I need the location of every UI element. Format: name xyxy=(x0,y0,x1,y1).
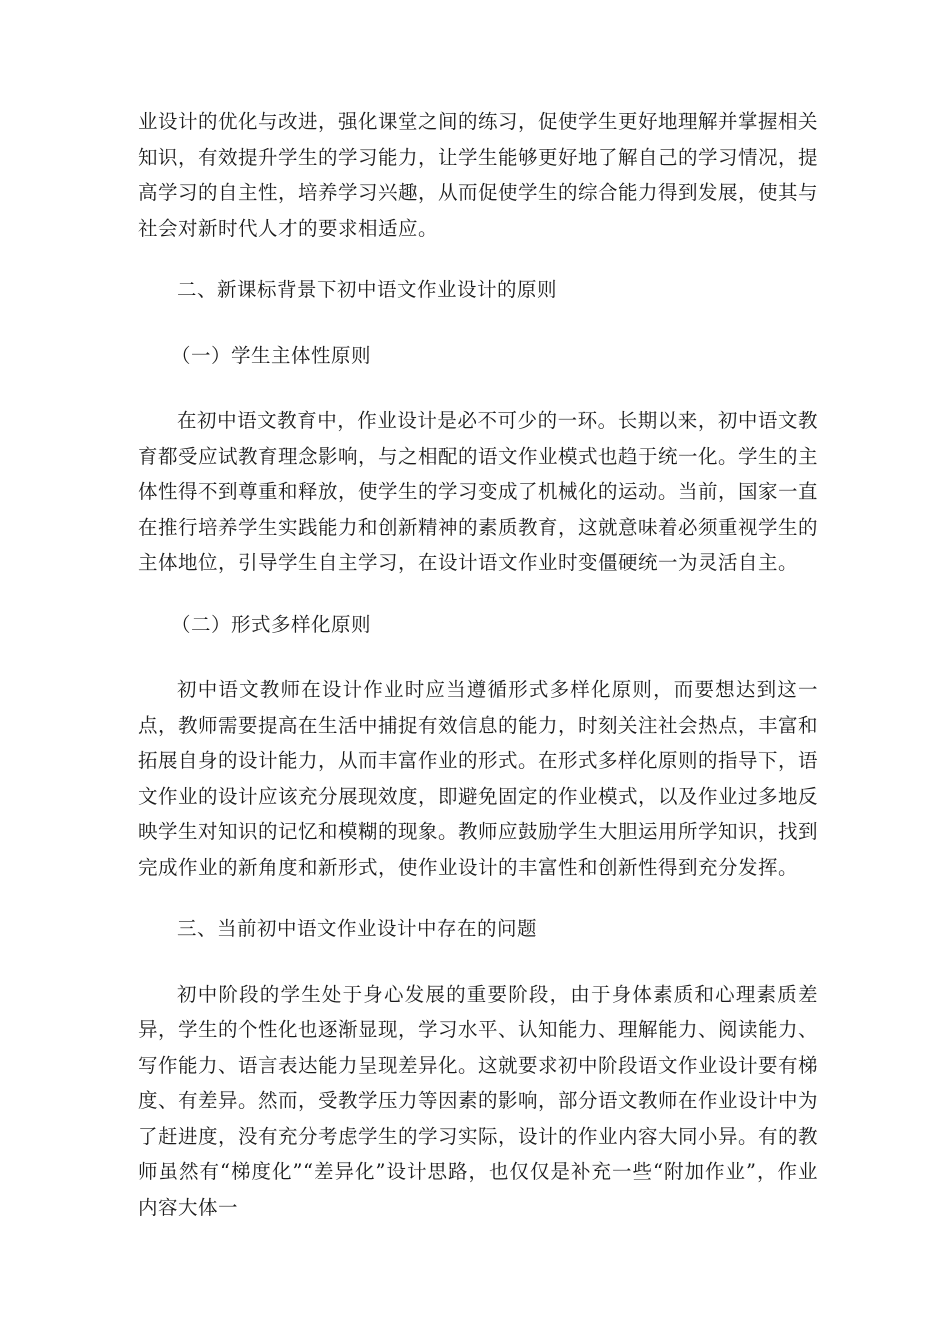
paragraph-continuation: 业设计的优化与改进，强化课堂之间的练习，促使学生更好地理解并掌握相关知识，有效提升学生的学习能力，让学生能够更好地了解自己的学习情况，提高学习的自主性，培养学习兴趣，从而促使学生的综合能力得到发展，使其与社会对新时代人才的要求相适应。 xyxy=(138,110,819,240)
document-body xyxy=(138,104,818,1225)
paragraph-student-subjectivity: 在初中语文教育中，作业设计是必不可少的一环。长期以来，初中语文教育都受应试教育理念影响，与之相配的语文作业模式也趋于统一化。学生的主体性得不到尊重和释放，使学生的学习变成了机械化的运动。当前，国家一直在推行培养学生实践能力和创新精神的素质教育，这就意味着必须重视学生的主体地位，引导学生自主学习，在设计语文作业时变僵硬统一为灵活自主。 xyxy=(138,409,819,574)
paragraph-current-problems: 初中阶段的学生处于身心发展的重要阶段，由于身体素质和心理素质差异，学生的个性化也逐渐显现，学习水平、认知能力、理解能力、阅读能力、写作能力、语言表达能力呈现差异化。这就要求初中阶段语文作业设计要有梯度、有差异。然而，受教学压力等因素的影响，部分语文教师在作业设计中为了赶进度，没有充分考虑学生的学习实际，设计的作业内容大同小异。有的教师虽然有“梯度化”“差异化”设计思路，也仅仅是补充一些“附加作业”，作业内容大体一 xyxy=(138,982,819,1219)
paragraph-diverse-forms: 初中语文教师在设计作业时应当遵循形式多样化原则，而要想达到这一点，教师需要提高在生活中捕捉有效信息的能力，时刻关注社会热点，丰富和拓展自身的设计能力，从而丰富作业的形式。在形式多样化原则的指导下，语文作业的设计应该充分展现效度，即避免固定的作业模式，以及作业过多地反映学生对知识的记忆和模糊的现象。教师应鼓励学生大胆运用所学知识，找到完成作业的新角度和新形式，使作业设计的丰富性和创新性得到充分发挥。 xyxy=(138,678,819,879)
section-heading-3: 三、当前初中语文作业设计中存在的问题 xyxy=(177,917,538,940)
subsection-heading-diverse-forms: （二）形式多样化原则 xyxy=(171,612,372,636)
section-heading-2: 二、新课标背景下初中语文作业设计的原则 xyxy=(177,278,558,301)
subsection-heading-student-subjectivity: （一）学生主体性原则 xyxy=(171,343,372,367)
